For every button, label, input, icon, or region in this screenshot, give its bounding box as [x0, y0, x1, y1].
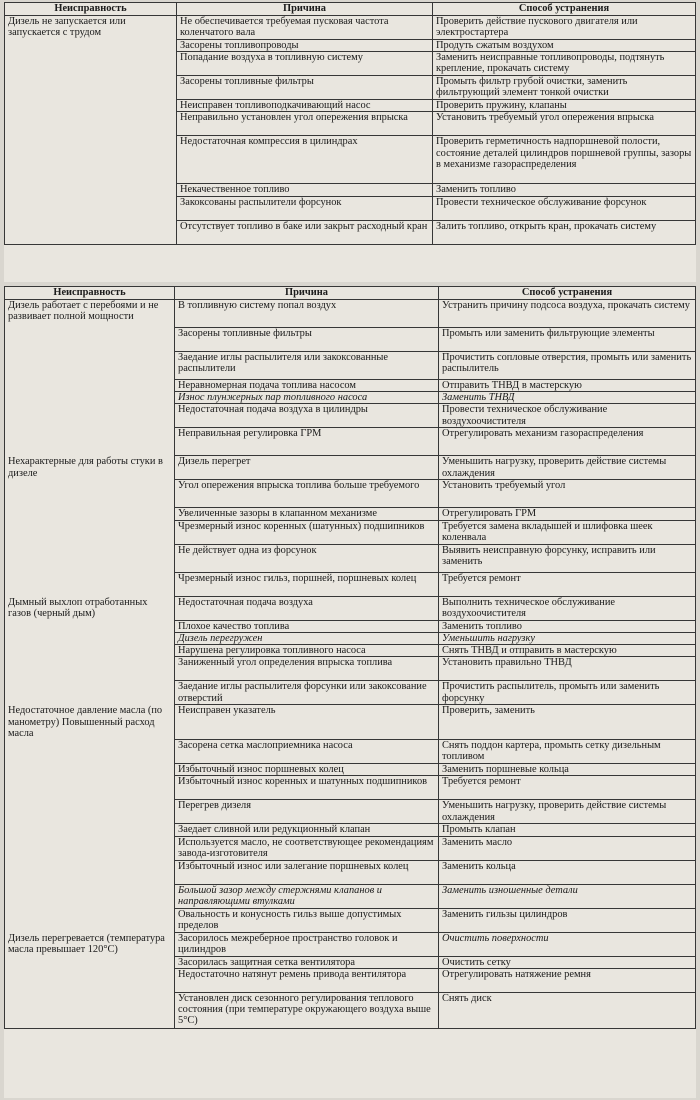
cell-cause: Недостаточная компрессия в цилиндрах [177, 136, 433, 184]
cell-fault [5, 136, 177, 184]
cell-remedy: Проверить, заменить [439, 705, 696, 740]
table-row [5, 800, 696, 824]
table-row [5, 76, 696, 100]
cell-fault [5, 508, 175, 520]
cell-remedy: Снять ТНВД и отправить в мастерскую [439, 645, 696, 657]
header-fault: Неисправность [5, 3, 177, 16]
cell-fault [5, 328, 175, 352]
cell-fault [5, 657, 175, 681]
cell-remedy: Проверить герметичность надпоршневой полости, состояние деталей цилиндров поршневой группы, зазоры в механизме газораспределения [433, 136, 696, 184]
cell-fault [5, 184, 177, 196]
cell-fault [5, 76, 177, 100]
header-cause: Причина [175, 287, 439, 300]
cell-cause: Увеличенные зазоры в клапанном механизме [175, 508, 439, 520]
table-row [5, 112, 696, 136]
cell-remedy: Очистить поверхности [439, 932, 696, 956]
cell-remedy: Проверить действие пускового двигателя или электростартера [433, 16, 696, 40]
table-row [5, 932, 696, 956]
header-fault: Неисправность [5, 287, 175, 300]
header-remedy: Способ устранения [439, 287, 696, 300]
cell-fault [5, 428, 175, 456]
cell-cause: Плохое качество топлива [175, 620, 439, 632]
cell-cause: Используется масло, не соответствующее рекомендациям завода-изготовителя [175, 836, 439, 860]
cell-fault [5, 740, 175, 764]
cell-remedy: Промыть фильтр грубой очистки, заменить фильтрующий элемент тонкой очистки [433, 76, 696, 100]
cell-remedy: Установить требуемый угол [439, 480, 696, 508]
cell-fault [5, 956, 175, 968]
cell-remedy: Заменить топливо [439, 620, 696, 632]
cell-fault [5, 968, 175, 992]
cell-cause: Овальность и конусность гильз выше допустимых пределов [175, 908, 439, 932]
table-row [5, 508, 696, 520]
cell-remedy: Снять поддон картера, промыть сетку дизельным топливом [439, 740, 696, 764]
cell-remedy: Заменить кольца [439, 860, 696, 884]
cell-remedy: Заменить неисправные топливопроводы, подтянуть крепление, прокачать систему [433, 52, 696, 76]
table-row [5, 860, 696, 884]
cell-fault [5, 220, 177, 244]
cell-fault [5, 764, 175, 776]
cell-fault [5, 860, 175, 884]
table-row [5, 632, 696, 644]
cell-fault: Дымный выхлоп отработанных газов (черный дым) [5, 596, 175, 620]
cell-fault: Недостаточное давление масла (по манометру) Повышенный расход масла [5, 705, 175, 740]
cell-cause: Чрезмерный износ гильз, поршней, поршневых колец [175, 572, 439, 596]
table-row [5, 572, 696, 596]
cell-cause: Износ плунжерных пар топливного насоса [175, 392, 439, 404]
cell-cause: Избыточный износ или залегание поршневых колец [175, 860, 439, 884]
cell-cause: Перегрев дизеля [175, 800, 439, 824]
cell-fault [5, 40, 177, 52]
table-row [5, 404, 696, 428]
cell-fault [5, 992, 175, 1028]
fault-table-2 [4, 286, 696, 1029]
table-row [5, 100, 696, 112]
cell-cause: Нарушена регулировка топливного насоса [175, 645, 439, 657]
table-row [5, 328, 696, 352]
cell-remedy: Очистить сетку [439, 956, 696, 968]
cell-cause: Недостаточно натянут ремень привода вентилятора [175, 968, 439, 992]
cell-remedy: Прочистить распылитель, промыть или заменить форсунку [439, 681, 696, 705]
cell-cause: Заедание иглы распылителя или закоксованные распылители [175, 352, 439, 380]
cell-remedy: Промыть клапан [439, 824, 696, 836]
cell-remedy: Провести техническое обслуживание воздухоочистителя [439, 404, 696, 428]
cell-remedy: Прочистить сопловые отверстия, промыть или заменить распылитель [439, 352, 696, 380]
cell-fault [5, 908, 175, 932]
table-row [5, 776, 696, 800]
table-row [5, 620, 696, 632]
cell-fault [5, 681, 175, 705]
cell-remedy: Уменьшить нагрузку, проверить действие системы охлаждения [439, 800, 696, 824]
cell-cause: Некачественное топливо [177, 184, 433, 196]
cell-remedy: Уменьшить нагрузку [439, 632, 696, 644]
table-row [5, 884, 696, 908]
cell-fault [5, 520, 175, 544]
cell-cause: Неисправен указатель [175, 705, 439, 740]
cell-cause: В топливную систему попал воздух [175, 300, 439, 328]
table-header-row [5, 3, 696, 16]
cell-remedy: Отрегулировать механизм газораспределения [439, 428, 696, 456]
cell-fault [5, 196, 177, 220]
cell-fault [5, 620, 175, 632]
cell-cause: Заниженный угол определения впрыска топлива [175, 657, 439, 681]
table-sheet-1 [4, 2, 696, 282]
cell-cause: Избыточный износ коренных и шатунных подшипников [175, 776, 439, 800]
table-row [5, 16, 696, 40]
cell-remedy: Уменьшить нагрузку, проверить действие системы охлаждения [439, 456, 696, 480]
cell-remedy: Заменить топливо [433, 184, 696, 196]
cell-remedy: Заменить изношенные детали [439, 884, 696, 908]
cell-fault: Дизель не запускается или запускается с трудом [5, 16, 177, 40]
cell-fault [5, 52, 177, 76]
table-row [5, 52, 696, 76]
cell-cause: Заедает сливной или редукционный клапан [175, 824, 439, 836]
cell-cause: Угол опережения впрыска топлива больше требуемого [175, 480, 439, 508]
cell-cause: Засорены топливные фильтры [177, 76, 433, 100]
cell-remedy: Установить правильно ТНВД [439, 657, 696, 681]
cell-cause: Неправильная регулировка ГРМ [175, 428, 439, 456]
table-row [5, 544, 696, 572]
cell-fault [5, 380, 175, 392]
table-row [5, 40, 696, 52]
cell-cause: Не действует одна из форсунок [175, 544, 439, 572]
table-row [5, 956, 696, 968]
cell-fault [5, 884, 175, 908]
cell-cause: Избыточный износ поршневых колец [175, 764, 439, 776]
cell-cause: Заедание иглы распылителя форсунки или закоксование отверстий [175, 681, 439, 705]
cell-remedy: Провести техническое обслуживание форсунок [433, 196, 696, 220]
cell-remedy: Требуется ремонт [439, 776, 696, 800]
cell-fault [5, 112, 177, 136]
cell-remedy: Заменить ТНВД [439, 392, 696, 404]
cell-remedy: Отрегулировать натяжение ремня [439, 968, 696, 992]
cell-cause: Установлен диск сезонного регулирования теплового состояния (при температуре окружающего воздуха выше 5°C) [175, 992, 439, 1028]
cell-fault: Дизель работает с перебоями и не развивает полной мощности [5, 300, 175, 328]
cell-cause: Отсутствует топливо в баке или закрыт расходный кран [177, 220, 433, 244]
cell-fault [5, 836, 175, 860]
cell-cause: Чрезмерный износ коренных (шатунных) подшипников [175, 520, 439, 544]
cell-remedy: Проверить пружину, клапаны [433, 100, 696, 112]
cell-remedy: Продуть сжатым воздухом [433, 40, 696, 52]
cell-fault [5, 645, 175, 657]
table-row [5, 705, 696, 740]
header-remedy: Способ устранения [433, 3, 696, 16]
cell-remedy: Устранить причину подсоса воздуха, прокачать систему [439, 300, 696, 328]
table-row [5, 220, 696, 244]
header-cause: Причина [177, 3, 433, 16]
table-header-row [5, 287, 696, 300]
cell-remedy: Промыть или заменить фильтрующие элементы [439, 328, 696, 352]
table-row [5, 968, 696, 992]
cell-remedy: Требуется замена вкладышей и шлифовка шеек коленвала [439, 520, 696, 544]
cell-cause: Не обеспечивается требуемая пусковая частота коленчатого вала [177, 16, 433, 40]
cell-fault [5, 480, 175, 508]
table-row [5, 184, 696, 196]
cell-cause: Неравномерная подача топлива насосом [175, 380, 439, 392]
cell-remedy: Заменить поршневые кольца [439, 764, 696, 776]
cell-fault [5, 352, 175, 380]
cell-cause: Засорены топливопроводы [177, 40, 433, 52]
cell-remedy: Установить требуемый угол опережения впрыска [433, 112, 696, 136]
table-row [5, 908, 696, 932]
table-row [5, 657, 696, 681]
table-row [5, 456, 696, 480]
table-row [5, 992, 696, 1028]
table-row [5, 645, 696, 657]
cell-cause: Неисправен топливоподкачивающий насос [177, 100, 433, 112]
cell-fault [5, 404, 175, 428]
cell-cause: Дизель перегружен [175, 632, 439, 644]
table-row [5, 480, 696, 508]
table-row [5, 300, 696, 328]
cell-cause: Недостаточная подача воздуха [175, 596, 439, 620]
cell-remedy: Отрегулировать ГРМ [439, 508, 696, 520]
cell-cause: Засорилось межреберное пространство головок и цилиндров [175, 932, 439, 956]
fault-table-1 [4, 2, 696, 245]
cell-fault [5, 776, 175, 800]
table-row [5, 520, 696, 544]
cell-fault: Дизель перегревается (температура масла превышает 120°C) [5, 932, 175, 956]
table-row [5, 836, 696, 860]
cell-remedy: Снять диск [439, 992, 696, 1028]
cell-cause: Неправильно установлен угол опережения впрыска [177, 112, 433, 136]
table-row [5, 392, 696, 404]
cell-remedy: Выявить неисправную форсунку, исправить или заменить [439, 544, 696, 572]
table-row [5, 380, 696, 392]
table-row [5, 352, 696, 380]
cell-cause: Засорены топливные фильтры [175, 328, 439, 352]
table-row [5, 136, 696, 184]
cell-remedy: Выполнить техническое обслуживание воздухоочистителя [439, 596, 696, 620]
cell-remedy: Заменить масло [439, 836, 696, 860]
cell-cause: Большой зазор между стержнями клапанов и направляющими втулками [175, 884, 439, 908]
cell-fault [5, 392, 175, 404]
cell-fault: Нехарактерные для работы стуки в дизеле [5, 456, 175, 480]
table-row [5, 596, 696, 620]
table-row [5, 681, 696, 705]
cell-remedy: Залить топливо, открыть кран, прокачать систему [433, 220, 696, 244]
cell-cause: Закоксованы распылители форсунок [177, 196, 433, 220]
cell-fault [5, 544, 175, 572]
table-row [5, 428, 696, 456]
table-sheet-2 [4, 286, 696, 1098]
cell-remedy: Заменить гильзы цилиндров [439, 908, 696, 932]
cell-fault [5, 824, 175, 836]
cell-cause: Дизель перегрет [175, 456, 439, 480]
cell-fault [5, 100, 177, 112]
cell-cause: Засорилась защитная сетка вентилятора [175, 956, 439, 968]
cell-remedy: Отправить ТНВД в мастерскую [439, 380, 696, 392]
table-row [5, 824, 696, 836]
cell-fault [5, 632, 175, 644]
table-row [5, 764, 696, 776]
cell-cause: Засорена сетка маслоприемника насоса [175, 740, 439, 764]
cell-remedy: Требуется ремонт [439, 572, 696, 596]
cell-cause: Недостаточная подача воздуха в цилиндры [175, 404, 439, 428]
cell-fault [5, 800, 175, 824]
cell-fault [5, 572, 175, 596]
cell-cause: Попадание воздуха в топливную систему [177, 52, 433, 76]
table-row [5, 196, 696, 220]
table-row [5, 740, 696, 764]
